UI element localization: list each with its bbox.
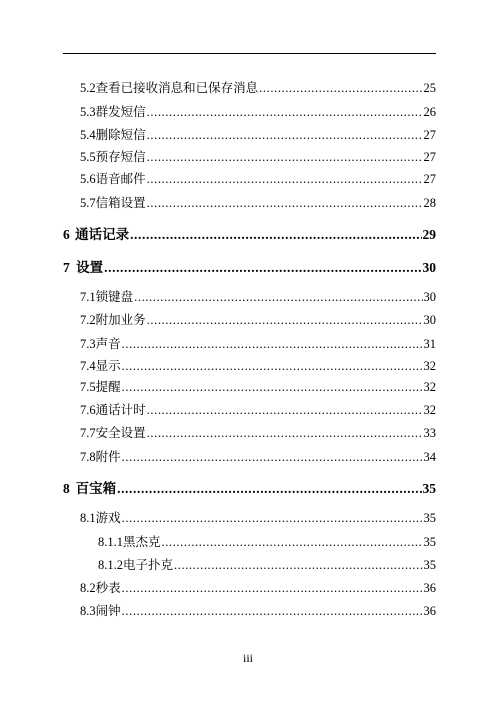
toc-entry-number: 7.3 bbox=[80, 337, 96, 351]
toc-dot-leader bbox=[147, 313, 423, 328]
toc-entry-title: 语音邮件 bbox=[95, 172, 146, 186]
toc-entry-number: 8.1.1 bbox=[98, 535, 123, 549]
toc-entry-title: 秒表 bbox=[95, 581, 121, 595]
toc-entry-page: 33 bbox=[423, 426, 436, 440]
toc-entry[interactable] bbox=[80, 287, 436, 305]
toc-entry-title: 通话计时 bbox=[95, 403, 146, 417]
toc-dot-leader bbox=[134, 290, 422, 305]
toc-dot-leader bbox=[147, 128, 423, 143]
toc-entry[interactable] bbox=[80, 601, 436, 619]
toc-dot-leader bbox=[147, 105, 423, 120]
toc-entry-page: 35 bbox=[423, 535, 436, 549]
toc-chapter-entry[interactable] bbox=[63, 256, 436, 276]
toc-entry[interactable] bbox=[80, 193, 436, 211]
toc-entry[interactable] bbox=[80, 334, 436, 352]
toc-entry-title: 附加业务 bbox=[95, 313, 146, 327]
toc-entry-number: 5.4 bbox=[80, 128, 96, 142]
toc-dot-leader bbox=[104, 260, 421, 276]
toc-entry-title: 通话记录 bbox=[75, 227, 130, 242]
toc-dot-leader bbox=[174, 558, 422, 573]
toc-entry-title: 预存短信 bbox=[95, 150, 146, 164]
toc-entry-page: 32 bbox=[423, 380, 436, 394]
toc-entry[interactable] bbox=[80, 447, 436, 465]
toc-entry-page: 27 bbox=[423, 128, 436, 142]
toc-entry[interactable] bbox=[98, 555, 436, 573]
toc-entry-page: 36 bbox=[423, 581, 436, 595]
toc-entry-page: 36 bbox=[423, 604, 436, 618]
toc-entry[interactable] bbox=[80, 377, 436, 395]
toc-entry[interactable] bbox=[80, 578, 436, 596]
toc-entry[interactable] bbox=[80, 102, 436, 120]
toc-entry-page: 30 bbox=[423, 313, 436, 327]
toc-entry-title: 删除短信 bbox=[95, 128, 146, 142]
toc-entry-number: 5.5 bbox=[80, 150, 96, 164]
toc-dot-leader bbox=[147, 426, 423, 441]
toc-dot-leader bbox=[122, 511, 423, 526]
toc-entry-title: 黑杰克 bbox=[123, 535, 161, 549]
toc-entry[interactable] bbox=[80, 508, 436, 526]
toc-entry-title: 信箱设置 bbox=[95, 196, 146, 210]
toc-entry-number: 8.3 bbox=[80, 604, 96, 618]
toc-chapter-entry[interactable] bbox=[63, 223, 436, 243]
toc-entry[interactable] bbox=[80, 400, 436, 418]
toc-dot-leader bbox=[147, 172, 423, 187]
toc-entry-number: 8.2 bbox=[80, 581, 96, 595]
toc-dot-leader bbox=[147, 196, 423, 211]
toc-entry-title: 查看已接收消息和已保存消息 bbox=[95, 81, 259, 95]
toc-entry-page: 30 bbox=[423, 290, 436, 304]
toc-entry[interactable] bbox=[80, 169, 436, 187]
toc-entry-page: 32 bbox=[423, 359, 436, 373]
toc-entry-number: 7.4 bbox=[80, 359, 96, 373]
toc-entry[interactable] bbox=[80, 356, 436, 374]
toc-entry-page: 35 bbox=[423, 511, 436, 525]
toc-entry-page: 35 bbox=[422, 481, 436, 496]
toc-entry-page: 31 bbox=[423, 337, 436, 351]
toc-entry-page: 34 bbox=[423, 450, 436, 464]
toc-entry-title: 闹钟 bbox=[95, 604, 121, 618]
toc-entry-number: 8.1 bbox=[80, 511, 96, 525]
toc-dot-leader bbox=[147, 403, 423, 418]
toc-entry-title: 百宝箱 bbox=[75, 481, 117, 496]
toc-entry-title: 声音 bbox=[95, 337, 121, 351]
toc-entry-number: 5.6 bbox=[80, 172, 96, 186]
toc-entry-title: 提醒 bbox=[95, 380, 121, 394]
toc-entry-page: 32 bbox=[423, 403, 436, 417]
toc-entry-page: 35 bbox=[423, 558, 436, 572]
toc-dot-leader bbox=[122, 359, 423, 374]
toc-entry-number: 7 bbox=[63, 260, 70, 275]
toc-entry-title: 显示 bbox=[95, 359, 121, 373]
toc-entry-number: 7.1 bbox=[80, 290, 96, 304]
toc-entry-number: 5.3 bbox=[80, 105, 96, 119]
toc-entry-page: 29 bbox=[422, 227, 436, 242]
toc-dot-leader bbox=[147, 150, 423, 165]
toc-entry[interactable] bbox=[80, 147, 436, 165]
toc-dot-leader bbox=[122, 450, 423, 465]
toc-entry[interactable] bbox=[80, 125, 436, 143]
toc-entry-page: 30 bbox=[422, 260, 436, 275]
toc-entry-title: 附件 bbox=[95, 450, 121, 464]
toc-entry-title: 游戏 bbox=[95, 511, 121, 525]
toc-entry[interactable] bbox=[98, 532, 436, 550]
toc-entry-number: 7.5 bbox=[80, 380, 96, 394]
toc-entry-number: 7.2 bbox=[80, 313, 96, 327]
toc-dot-leader bbox=[122, 337, 423, 352]
toc-dot-leader bbox=[122, 380, 423, 395]
toc-dot-leader bbox=[117, 481, 421, 497]
toc-entry-number: 5.2 bbox=[80, 81, 96, 95]
toc-dot-leader bbox=[162, 535, 423, 550]
toc-dot-leader bbox=[130, 227, 421, 243]
toc-entry-page: 26 bbox=[423, 105, 436, 119]
toc-entry-number: 5.7 bbox=[80, 196, 96, 210]
toc-entry[interactable] bbox=[80, 423, 436, 441]
page-number: iii bbox=[242, 651, 253, 665]
toc-entry-title: 锁键盘 bbox=[95, 290, 134, 304]
toc-entry[interactable] bbox=[80, 78, 436, 96]
toc-dot-leader bbox=[122, 604, 423, 619]
toc-entry-number: 8.1.2 bbox=[98, 558, 123, 572]
toc-dot-leader bbox=[122, 581, 423, 596]
toc-entry-number: 6 bbox=[63, 227, 70, 242]
toc-entry-number: 8 bbox=[63, 481, 70, 496]
toc-entry-number: 7.6 bbox=[80, 403, 96, 417]
toc-entry-number: 7.8 bbox=[80, 450, 96, 464]
toc-entry-title: 安全设置 bbox=[95, 426, 146, 440]
header-rule bbox=[63, 53, 436, 54]
toc-entry-page: 28 bbox=[423, 196, 436, 210]
toc-entry-number: 7.7 bbox=[80, 426, 96, 440]
toc-entry[interactable] bbox=[80, 310, 436, 328]
toc-dot-leader bbox=[259, 81, 422, 96]
toc-entry-page: 27 bbox=[423, 150, 436, 164]
toc-entry-title: 设置 bbox=[76, 260, 104, 275]
toc-chapter-entry[interactable] bbox=[63, 477, 436, 497]
toc-entry-title: 电子扑克 bbox=[123, 558, 174, 572]
toc-entry-page: 25 bbox=[423, 81, 436, 95]
toc-entry-page: 27 bbox=[423, 172, 436, 186]
toc-entry-title: 群发短信 bbox=[95, 105, 146, 119]
